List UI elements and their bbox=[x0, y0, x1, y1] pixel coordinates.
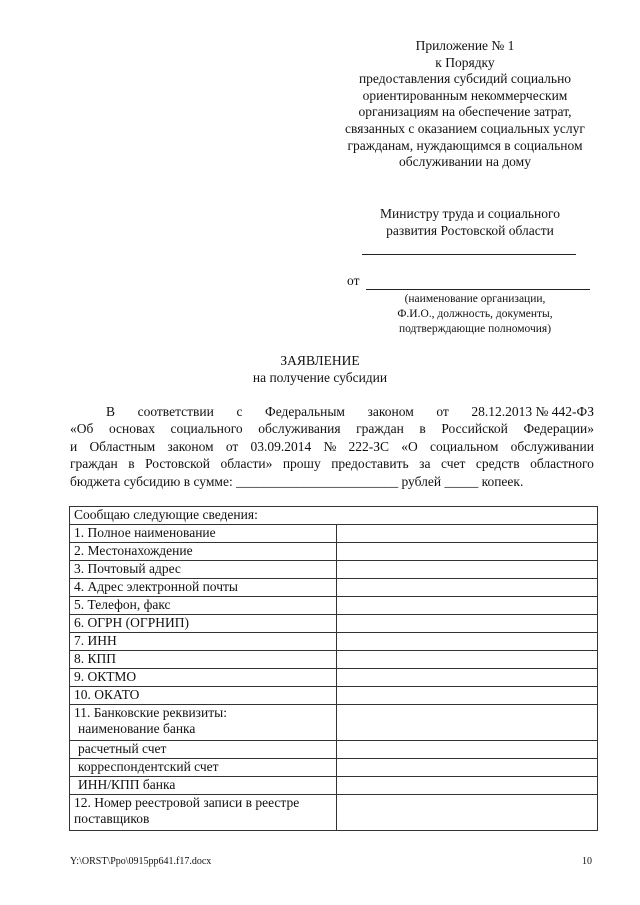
appendix-line: Приложение № 1 bbox=[415, 38, 515, 53]
table-row bbox=[70, 615, 598, 633]
table-row bbox=[70, 543, 598, 561]
table-row bbox=[70, 651, 598, 669]
row-value-cell[interactable] bbox=[337, 687, 598, 705]
appendix-line: связанных с оказанием социальных услуг bbox=[345, 120, 585, 136]
from-blank-line bbox=[366, 289, 590, 290]
row-label: 6. ОГРН (ОГРНИП) bbox=[70, 615, 337, 633]
word: Ростовской bbox=[145, 456, 210, 472]
row-value-cell[interactable] bbox=[337, 777, 598, 795]
row-label: 7. ИНН bbox=[70, 633, 337, 651]
table-header: Сообщаю следующие сведения: bbox=[70, 507, 598, 525]
row-label: 3. Почтовый адрес bbox=[70, 561, 337, 579]
row-value-cell[interactable] bbox=[337, 597, 598, 615]
table-row bbox=[70, 687, 598, 705]
page-number: 10 bbox=[582, 856, 592, 867]
row-label: 5. Телефон, факс bbox=[70, 597, 337, 615]
row-value-cell[interactable] bbox=[337, 561, 598, 579]
document-title bbox=[0, 352, 640, 386]
paragraph-line-1 bbox=[70, 403, 594, 420]
row-label: 10. ОКАТО bbox=[70, 687, 337, 705]
word: соответствии bbox=[137, 404, 214, 419]
word: 03.09.2014 bbox=[250, 438, 312, 454]
word: в bbox=[419, 421, 426, 437]
table-row bbox=[70, 669, 598, 687]
application-paragraph bbox=[70, 403, 594, 490]
addressee-block bbox=[330, 205, 610, 239]
from-note-line-2: Ф.И.О., должность, документы, bbox=[397, 308, 553, 320]
row-label: 4. Адрес электронной почты bbox=[70, 579, 337, 597]
row-label: 2. Местонахождение bbox=[70, 543, 337, 561]
appendix-line: ориентированным некоммерческим bbox=[362, 87, 568, 103]
word: обслуживания bbox=[258, 421, 341, 437]
bank-account-label: расчетный счет bbox=[70, 741, 337, 759]
title-sub: на получение субсидии bbox=[252, 370, 388, 385]
word: Российской bbox=[441, 421, 508, 437]
from-label: от bbox=[347, 273, 360, 288]
row-value-cell[interactable] bbox=[337, 543, 598, 561]
table-row bbox=[70, 597, 598, 615]
table-row bbox=[70, 525, 598, 543]
word: в bbox=[128, 456, 135, 472]
row-label: 8. КПП bbox=[70, 651, 337, 669]
registry-line-2: поставщиков bbox=[74, 811, 150, 826]
addressee-line-2: развития Ростовской области bbox=[386, 223, 554, 238]
addressee-line-1: Министру труда и социального bbox=[380, 206, 560, 221]
word: 222-ЗС bbox=[348, 438, 390, 454]
appendix-line: к Порядку bbox=[435, 54, 495, 70]
table-row bbox=[70, 633, 598, 651]
registry-value-cell[interactable] bbox=[337, 795, 598, 831]
table-row-bank bbox=[70, 705, 598, 741]
word: граждан bbox=[70, 456, 118, 472]
table-row-registry bbox=[70, 795, 598, 831]
word: граждан bbox=[356, 421, 404, 437]
row-value-cell[interactable] bbox=[337, 525, 598, 543]
row-label: 9. ОКТМО bbox=[70, 669, 337, 687]
word: и bbox=[70, 438, 78, 454]
row-value-cell[interactable] bbox=[337, 759, 598, 777]
table-row bbox=[70, 579, 598, 597]
bank-title: 11. Банковские реквизиты: bbox=[74, 705, 227, 720]
from-note-line-1: (наименование организации, bbox=[404, 293, 546, 305]
word: «Об bbox=[70, 421, 94, 437]
title-main: ЗАЯВЛЕНИЕ bbox=[280, 353, 360, 368]
word: от bbox=[436, 404, 449, 419]
table-row bbox=[70, 777, 598, 795]
bank-details-label bbox=[70, 705, 337, 741]
bank-inn-kpp-label: ИНН/КПП банка bbox=[70, 777, 337, 795]
appendix-line: гражданам, нуждающимся в социальном bbox=[347, 137, 583, 153]
word: социальном bbox=[429, 438, 499, 454]
footer-file-path: Y:\ORST\Ppo\0915pp641.f17.docx bbox=[70, 856, 212, 867]
word: Федеральным bbox=[265, 404, 345, 419]
word: с bbox=[236, 404, 243, 419]
paragraph-line-3 bbox=[70, 438, 594, 455]
row-label: 1. Полное наименование bbox=[70, 525, 337, 543]
paragraph-line-4 bbox=[70, 455, 594, 472]
word: социального bbox=[170, 421, 243, 437]
from-note-line-3: подтверждающие полномочия) bbox=[398, 323, 552, 335]
appendix-line: обслуживании на дому bbox=[399, 154, 531, 170]
registry-line-1: 12. Номер реестровой записи в реестре bbox=[74, 795, 300, 810]
word: обслуживании bbox=[510, 438, 594, 454]
addressee-signature-line bbox=[362, 254, 576, 255]
bank-corr-account-label: корреспондентский счет bbox=[70, 759, 337, 777]
row-value-cell[interactable] bbox=[337, 633, 598, 651]
appendix-line: предоставления субсидий социально bbox=[358, 71, 572, 87]
word: Областным bbox=[89, 438, 156, 454]
word: счет bbox=[440, 456, 466, 472]
word: «О bbox=[401, 438, 418, 454]
information-table bbox=[69, 506, 598, 831]
word: от bbox=[225, 438, 239, 454]
word: законом bbox=[167, 438, 214, 454]
word: 28.12.2013 № 442-ФЗ bbox=[471, 404, 594, 419]
appendix-line: организациям на обеспечение затрат, bbox=[358, 104, 572, 120]
bank-name-label: наименование банка bbox=[78, 721, 196, 736]
word: предоставить bbox=[331, 456, 409, 472]
paragraph-line-5: бюджета субсидию в сумме: ________________________ рублей _____ копеек. bbox=[70, 473, 524, 489]
word: области» bbox=[220, 456, 273, 472]
word: № bbox=[323, 438, 337, 454]
bank-name-value-cell[interactable] bbox=[337, 705, 598, 741]
word: прошу bbox=[282, 456, 321, 472]
word: В bbox=[106, 404, 116, 419]
registry-label bbox=[70, 795, 337, 831]
row-value-cell[interactable] bbox=[337, 615, 598, 633]
table-row bbox=[70, 759, 598, 777]
word: основах bbox=[108, 421, 155, 437]
table-header-row bbox=[70, 507, 598, 525]
appendix-header bbox=[300, 38, 630, 171]
word: средств bbox=[475, 456, 520, 472]
row-value-cell[interactable] bbox=[337, 741, 598, 759]
word: законом bbox=[367, 404, 414, 419]
row-value-cell[interactable] bbox=[337, 669, 598, 687]
row-value-cell[interactable] bbox=[337, 651, 598, 669]
word: за bbox=[419, 456, 431, 472]
from-note bbox=[360, 292, 590, 337]
table-row bbox=[70, 561, 598, 579]
word: Федерации» bbox=[523, 421, 594, 437]
word: областного bbox=[530, 456, 594, 472]
table-row bbox=[70, 741, 598, 759]
row-value-cell[interactable] bbox=[337, 579, 598, 597]
paragraph-line-2 bbox=[70, 420, 594, 437]
